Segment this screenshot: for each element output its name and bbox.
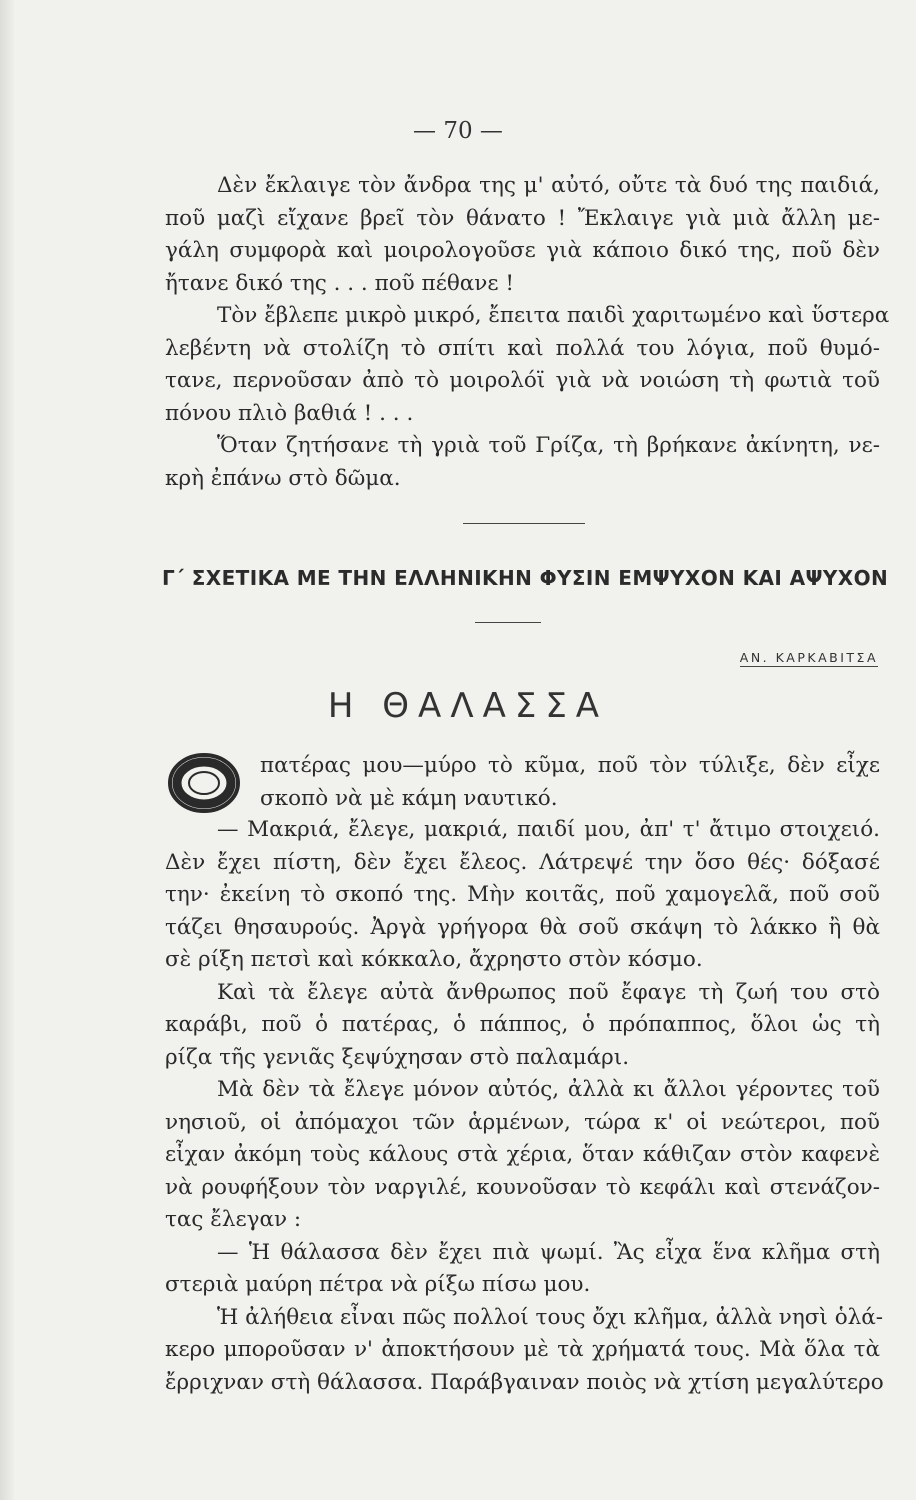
text-line: Τὸν ἔβλεπε μικρὸ μικρό, ἔπειτα παιδὶ χαριτωμένο καὶ ὕστερα [217,303,890,328]
text-line: σκοπὸ νὰ μὲ κάμη ναυτικό. [260,785,558,811]
text-line: στεριὰ μαύρη πέτρα νὰ ρίξω πίσω μου. [165,1272,591,1297]
page-number: — 70 — [413,118,503,144]
text-line: γάλη συμφορὰ καὶ μοιρολογοῦσε γιὰ κάποιο δικό της, ποῦ δὲν [165,238,880,263]
text-line: εἶχαν ἀκόμη τοὺς κάλους στὰ χέρια, ὅταν κάθιζαν στὸν καφενὲ [165,1142,880,1167]
text-line: καράβι, ποῦ ὁ πατέρας, ὁ πάππος, ὁ πρόπαππος, ὅλοι ὡς τὴ [165,1012,880,1037]
page-edge-shadow [0,0,14,1500]
text-line: τανε, περνοῦσαν ἀπὸ τὸ μοιρολόϊ γιὰ νὰ νοιώση τὴ φωτιὰ τοῦ [165,368,880,393]
text-line: Μὰ δὲν τὰ ἔλεγε μόνον αὐτός, ἀλλὰ κι ἄλλοι γέροντες τοῦ [217,1077,880,1102]
story-body-text [165,814,884,1399]
author-name: ΑΝ. ΚΑΡΚΑΒΙΤΣΑ [739,650,878,665]
text-line: λεβέντη νὰ στολίζη τὸ σπίτι καὶ πολλά του λόγια, ποῦ θυμό- [165,335,880,361]
text-line: Ἡ ἀλήθεια εἶναι πῶς πολλοί τους ὄχι κλῆμα, ἀλλὰ νησὶ ὁλά- [217,1304,884,1330]
text-line: νὰ ρουφήξουν τὸν ναργιλέ, κουνοῦσαν τὸ κεφάλι καὶ στενάζον- [165,1174,880,1200]
text-line: ἤτανε δικό της . . . ποῦ πέθανε ! [165,270,514,296]
drop-cap-letter-icon [164,751,250,815]
text-line: ρίζα τῆς γενιᾶς ξεψύχησαν στὸ παλαμάρι. [165,1044,630,1070]
text-line: νησιοῦ, οἱ ἀπόμαχοι τῶν ἁρμένων, τώρα κ' οἱ νεώτεροι, ποῦ [165,1109,880,1135]
divider-rule-upper [463,523,585,524]
text-line: τας ἔλεγαν : [165,1207,302,1232]
text-line: Δὲν ἔκλαιγε τὸν ἄνδρα της μ' αὐτό, οὔτε τὰ δυό της παιδιά, [217,173,880,198]
text-line: την· ἐκείνη τὸ σκοπό της. Μὴν κοιτᾶς, ποῦ χαμογελᾶ, ποῦ σοῦ [165,882,880,907]
divider-rule-lower [475,622,541,623]
story-ending-text [165,170,890,495]
text-line: ἔρριχναν στὴ θάλασσα. Παράβγαιναν ποιὸς νὰ χτίση μεγαλύτερο [165,1369,884,1395]
section-heading: Γ΄ ΣΧΕΤΙΚΑ ΜΕ ΤΗΝ ΕΛΛΗΝΙΚΗΝ ΦΥΣΙΝ ΕΜΨΥΧΟΝ ΚΑΙ ΑΨΥΧΟΝ [162,566,889,590]
text-line: πατέρας μου—μύρο τὸ κῦμα, ποῦ τὸν τύλιξε, δὲν εἶχε [260,753,880,778]
text-line: Καὶ τὰ ἔλεγε αὐτὰ ἄνθρωπος ποῦ ἔφαγε τὴ ζωή του στὸ [217,979,880,1005]
text-line: Δὲν ἔχει πίστη, δὲν ἔχει ἔλεος. Λάτρεψέ την ὅσο θές· δόξασέ [165,849,880,875]
text-line: κερο μποροῦσαν ν' ἀποκτήσουν μὲ τὰ χρήματά τους. Μὰ ὅλα τὰ [165,1337,880,1362]
text-line: κρὴ ἐπάνω στὸ δῶμα. [165,465,401,491]
text-line: — Ἡ θάλασσα δὲν ἔχει πιὰ ψωμί. Ἂς εἶχα ἕνα κλῆμα στὴ [217,1239,880,1265]
text-line: σὲ ρίξη πετσὶ καὶ κόκκαλο, ἄχρηστο στὸν κόσμο. [165,947,703,972]
story-title: Η ΘΑΛΑΣΣΑ [327,686,609,726]
opening-lines [260,750,880,815]
text-line: ποῦ μαζὶ εἴχανε βρεῖ τὸν θάνατο ! Ἔκλαιγε γιὰ μιὰ ἄλλη με- [165,205,880,231]
text-line: τάζει θησαυρούς. Ἀργὰ γρήγορα θὰ σοῦ σκάψη τὸ λάκκο ἢ θὰ [165,914,880,940]
text-line: πόνου πλιὸ βαθιά ! . . . [165,400,414,426]
text-line: Ὅταν ζητήσανε τὴ γριὰ τοῦ Γρίζα, τὴ βρήκανε ἀκίνητη, νε- [217,433,880,458]
text-line: — Μακριά, ἔλεγε, μακριά, παιδί μου, ἀπ' τ' ἄτιμο στοιχειό. [217,817,880,842]
